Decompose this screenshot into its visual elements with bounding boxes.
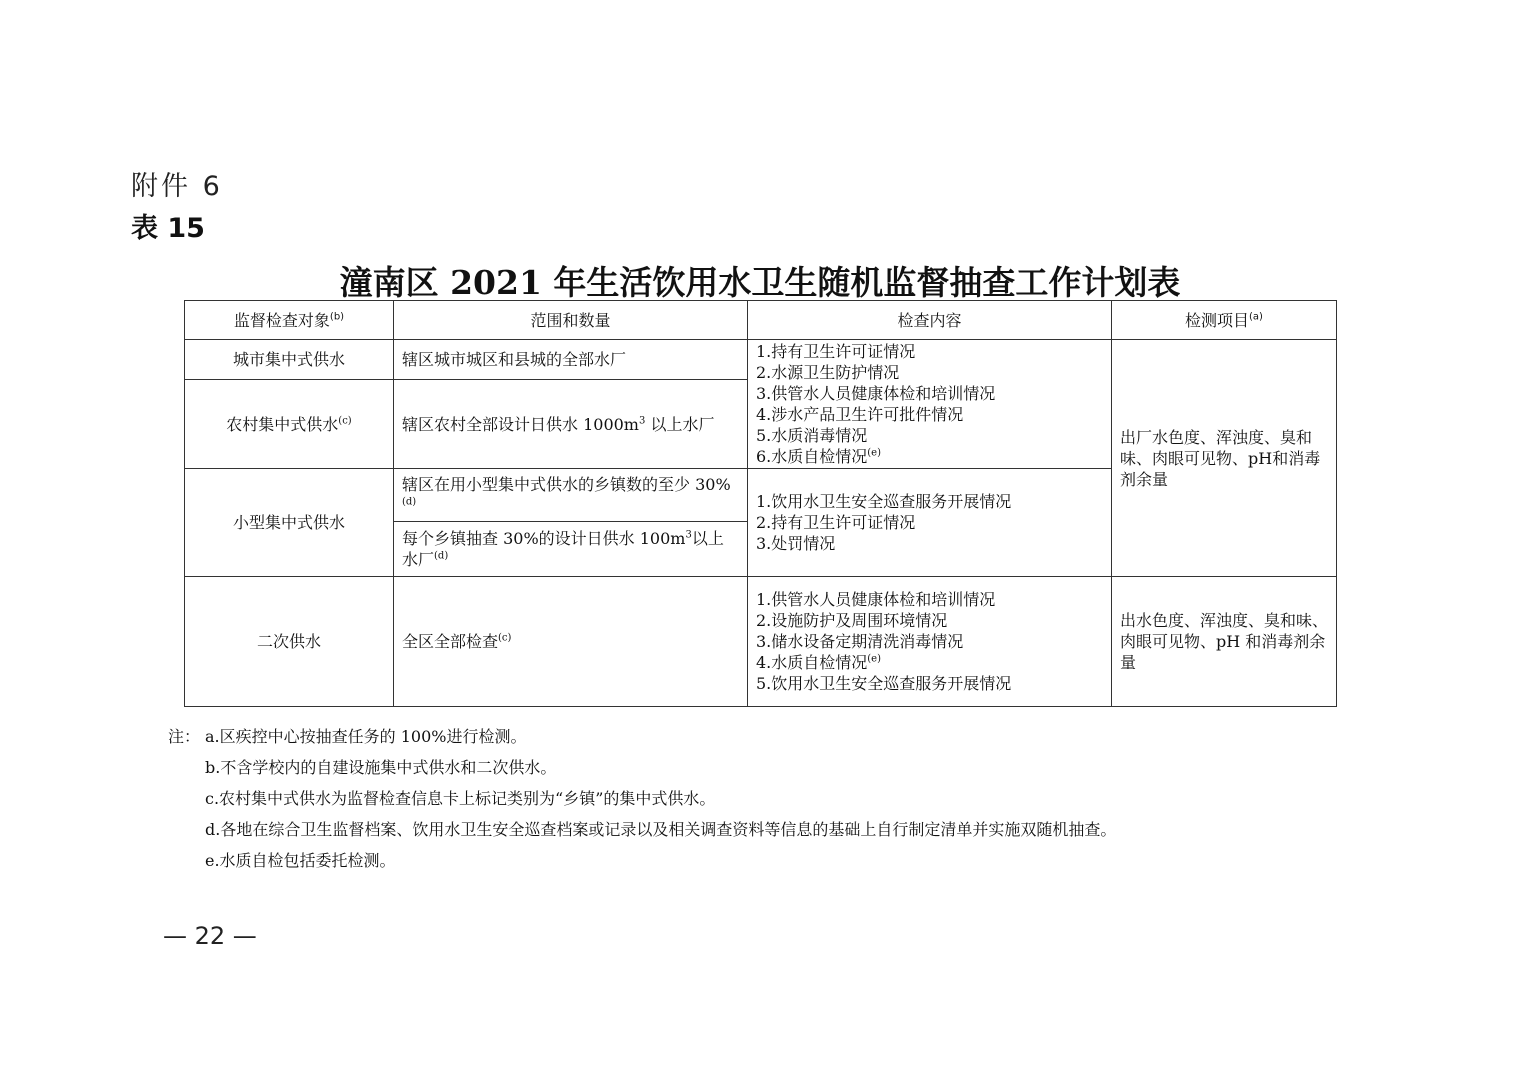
table-notes [168,721,1116,876]
supervision-plan-table [184,300,1337,707]
note-e: e.水质自检包括委托检测。 [205,851,396,870]
note-a: 注： a.区疾控中心按抽查任务的 100%进行检测。 [168,727,527,746]
attachment-label: 附件 6 [131,171,223,202]
cell-small-scope-b: 每个乡镇抽查 30%的设计日供水 $100m^3$以上水厂$^{(d)}$ [394,522,748,577]
cell-secondary-items: 出水色度、浑浊度、臭和味、肉眼可见物、pH 和消毒剂余量 [1112,577,1337,707]
cell-rural-scope: 辖区农村全部设计日供水 $1000m^3$ 以上水厂 [394,380,748,469]
cell-small-target: 小型集中式供水 [185,469,394,577]
header-items: 检测项目$^{(a)}$ [1112,301,1337,340]
cell-secondary-scope: 全区全部检查$^{(c)}$ [394,577,748,707]
note-d: d.各地在综合卫生监督档案、饮用水卫生安全巡查档案或记录以及相关调查资料等信息的基础上自行制定清单并实施双随机抽查。 [205,820,1117,839]
document-title: 潼南区 2021 年生活饮用水卫生随机监督抽查工作计划表 [339,263,1181,302]
cell-urban-target: 城市集中式供水 [185,340,394,380]
page-number: — 22 — [163,922,257,950]
cell-small-scope-a: 辖区在用小型集中式供水的乡镇数的至少 30%$^{(d)}$ [394,469,748,522]
note-b: b.不含学校内的自建设施集中式供水和二次供水。 [205,758,557,777]
note-c: c.农村集中式供水为监督检查信息卡上标记类别为“乡镇”的集中式供水。 [205,789,716,808]
header-scope: 范围和数量 [394,301,748,340]
table-row-urban [185,340,1337,380]
cell-secondary-target: 二次供水 [185,577,394,707]
cell-centralized-items: 出厂水色度、浑浊度、臭和味、肉眼可见物、pH和消毒剂余量 [1112,340,1337,577]
table-row-secondary [185,577,1337,707]
header-content: 检查内容 [748,301,1112,340]
header-target: 监督检查对象$^{(b)}$ [185,301,394,340]
cell-secondary-content: 1.供管水人员健康体检和培训情况 2.设施防护及周围环境情况 3.储水设备定期清洗消毒情况 4.水质自检情况$^{(e)}$ 5.饮用水卫生安全巡查服务开展情况 [748,577,1112,707]
cell-centralized-content: 1.持有卫生许可证情况 2.水源卫生防护情况 3.供管水人员健康体检和培训情况 4.涉水产品卫生许可批件情况 5.水质消毒情况 6.水质自检情况$^{(e)}$ [748,340,1112,469]
cell-urban-scope: 辖区城市城区和县城的全部水厂 [394,340,748,380]
table-number: 表 15 [131,213,205,244]
table-header-row [185,301,1337,340]
cell-small-content: 1.饮用水卫生安全巡查服务开展情况 2.持有卫生许可证情况 3.处罚情况 [748,469,1112,577]
cell-rural-target: 农村集中式供水$^{(c)}$ [185,380,394,469]
